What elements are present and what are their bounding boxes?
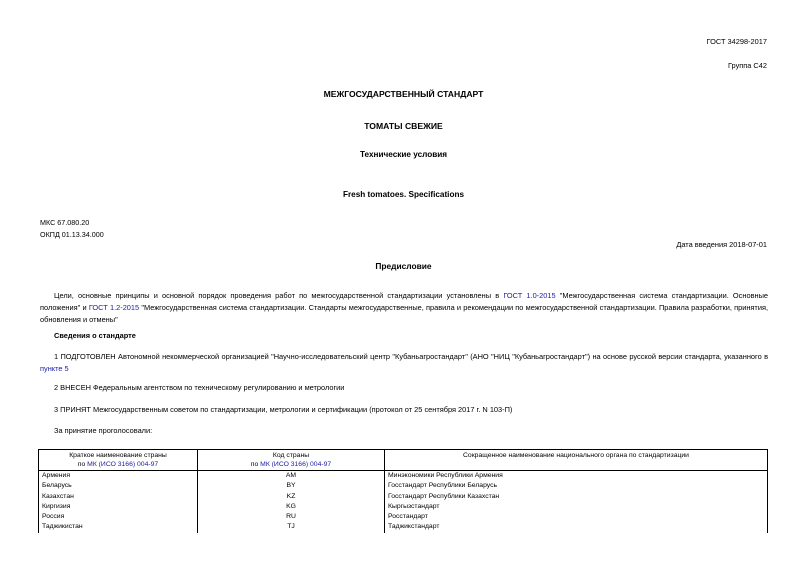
mk-iso-link-code[interactable]: МК (ИСО 3166) 004-97 [260, 461, 332, 468]
table-row [39, 512, 768, 522]
code-cell: KZ [198, 492, 385, 502]
code-cell: AM [198, 471, 385, 482]
gost-1-2-link[interactable]: ГОСТ 1.2-2015 [88, 303, 140, 312]
item-prepared-text: 1 ПОДГОТОВЛЕН Автономной некоммерческой организацией "Научно-исследовательский центр "Кубаньагростандарт" (АНО "НИЦ "Кубаньагростандарт") на основе русской версии стандарта, указанного в [54, 352, 768, 361]
item-submitted: 2 ВНЕСЕН Федеральным агентством по техническому регулированию и метрологии [54, 383, 345, 392]
mk-iso-link-country[interactable]: МК (ИСО 3166) 004-97 [87, 461, 159, 468]
table-row [39, 471, 768, 482]
clause-5-link[interactable]: пункте 5 [40, 364, 69, 373]
column-header-national-body: Сокращенное наименование национального органа по стандартизации [385, 450, 768, 471]
code-cell: RU [198, 512, 385, 522]
item-prepared [40, 351, 768, 375]
group-label: Группа С42 [727, 61, 767, 70]
country-cell: Беларусь [39, 481, 198, 491]
code-cell: TJ [198, 522, 385, 532]
foreword-text-b: "Межгосударственная система стандартизации. Основные положения" и [40, 291, 768, 312]
body-cell: Минэкономики Республики Армения [385, 471, 768, 482]
title-spec: Технические условия [359, 150, 448, 159]
body-cell: Кыргызстандарт [385, 502, 768, 512]
member-states-table [38, 449, 768, 533]
gost-1-0-link[interactable]: ГОСТ 1.0-2015 [503, 291, 556, 300]
table-row [39, 492, 768, 502]
item-adopted: 3 ПРИНЯТ Межгосударственным советом по стандартизации, метрологии и сертификации (протокол от 25 сентября 2017 г. N 103-П) [54, 405, 513, 414]
foreword-text-a: Цели, основные принципы и основной порядок проведения работ по межгосударственной стандартизации установлены в [54, 291, 504, 300]
title-interstate-standard: МЕЖГОСУДАРСТВЕННЫЙ СТАНДАРТ [323, 89, 484, 99]
country-cell: Таджикистан [39, 522, 198, 532]
table-header-row [39, 450, 768, 471]
body-cell: Росстандарт [385, 512, 768, 522]
mks-code: МКС 67.080.20 [40, 218, 90, 227]
doc-number: ГОСТ 34298-2017 [706, 37, 767, 46]
code-cell: KG [198, 502, 385, 512]
voted-label: За принятие проголосовали: [54, 426, 153, 435]
table-row [39, 481, 768, 491]
body-cell: Таджикстандарт [385, 522, 768, 532]
country-cell: Армения [39, 471, 198, 482]
country-cell: Киргизия [39, 502, 198, 512]
country-cell: Россия [39, 512, 198, 522]
code-cell: BY [198, 481, 385, 491]
body-cell: Госстандарт Республики Беларусь [385, 481, 768, 491]
table-row [39, 522, 768, 532]
title-english: Fresh tomatoes. Specifications [342, 190, 465, 199]
column-header-country: Краткое наименование страны по МК (ИСО 3166) 004-97 [39, 450, 198, 471]
foreword-text-c: "Межгосударственная система стандартизации. Стандарты межгосударственные, правила и рекомендации по межгосударственной стандартизации. Правила разработки, принятия, обновления и отмены" [40, 303, 768, 324]
body-cell: Госстандарт Республики Казахстан [385, 492, 768, 502]
country-cell: Казахстан [39, 492, 198, 502]
standard-info-heading: Сведения о стандарте [54, 331, 136, 340]
okpd-code: ОКПД 01.13.34.000 [40, 230, 104, 239]
foreword-heading: Предисловие [375, 261, 432, 271]
introduction-date: Дата введения 2018-07-01 [676, 240, 767, 249]
title-product: ТОМАТЫ СВЕЖИЕ [364, 121, 443, 131]
column-header-code: Код страны по МК (ИСО 3166) 004-97 [198, 450, 385, 471]
foreword-paragraph [40, 290, 768, 326]
table-row [39, 502, 768, 512]
